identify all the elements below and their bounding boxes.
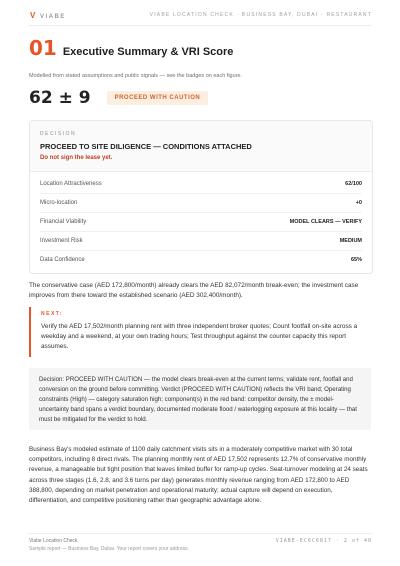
decision-label: DECISION [40, 131, 77, 137]
metric-row [40, 194, 362, 213]
vri-score: 62 ± 9 [29, 88, 91, 108]
decision-headline: PROCEED TO SITE DILIGENCE — CONDITIONS ATTACHED [40, 142, 252, 151]
decision-card [29, 120, 373, 274]
verdict-badge: PROCEED WITH CAUTION [107, 91, 209, 105]
metric-value: 65% [350, 257, 362, 263]
decision-callout [29, 368, 371, 430]
section-title: Executive Summary & VRI Score [62, 46, 234, 58]
metric-value: MEDIUM [339, 238, 362, 244]
brand-mark: V [30, 11, 37, 20]
header-divider [28, 25, 372, 26]
metric-label: Financial Viability [40, 219, 87, 225]
metric-value: MODEL CLEARS — VERIFY [289, 219, 362, 225]
market-paragraph: Business Bay's modeled estimate of 1100 daily catchment visits sits in a moderately competitive market with 30 total competitors, including 8 direct rivals. The planning monthly rent of AED 17,502 represents 12.7% of conservative monthly revenue, a manageable but tight position that leaves limited buffer for ramp-up cycles. Seat-turnover modeling at 24 seats across three stages (1.6, 2.8, and 3.6 turns per day) generates monthly revenue ranging from AED 172,800 to AED 388,800, depending on market penetration and operational maturity; actual capture will depend on execution, differentiation, and competitive positioning rather than geographic advantage alone. [29, 446, 368, 505]
header-context: VIABE LOCATION CHECK · BUSINESS BAY, DUBAI · RESTAURANT [149, 12, 372, 18]
decision-callout-text: Decision: PROCEED WITH CAUTION — the model clears break-even at the current terms; validate rent, footfall and conversion on the ground before committing. Verdict (PROCEED WITH CAUTION) reflects the VRI band; Operating constraints (High) — category saturation high; component(s) in the red band: competitor density, the ± model-uncertainty band spans a verdict boundary, documented moderate flood / waterlogging exposure at this locality — that must be mitigated for the verdict to hold. [39, 376, 357, 423]
brand-name: VIABE [40, 14, 66, 20]
metric-label: Location Attractiveness [40, 181, 102, 187]
metric-row [40, 251, 362, 269]
page-header [0, 0, 400, 30]
brand-logo [30, 11, 66, 20]
section-number: 01 [29, 36, 57, 60]
decision-warning: Do not sign the lease yet. [40, 155, 113, 161]
metric-label: Investment Risk [40, 238, 83, 244]
metric-label: Data Confidence [40, 257, 85, 263]
next-steps-text: Verify the AED 17,502/month planning rent with three independent broker quotes; Count footfall on-site across a weekday and a weekend, at your own trading hours; Test throughput against the counter capacity this report assumes. [41, 323, 358, 350]
metric-label: Micro-location [40, 200, 78, 206]
footer-title: Viabe Location Check [29, 538, 78, 544]
metric-row [40, 213, 362, 232]
metric-row [40, 175, 362, 194]
metric-row [40, 232, 362, 251]
decision-header [30, 121, 372, 172]
footer-note: Sample report — Business Bay, Dubai. Your report covers your address. [29, 546, 189, 552]
metric-value: 62/100 [345, 181, 362, 187]
score-row [29, 88, 208, 108]
next-steps-block [29, 307, 373, 357]
next-steps-label: NEXT: [41, 311, 63, 317]
section-intro: Modelled from stated assumptions and public signals — see the badges on each figure. [29, 73, 243, 79]
metric-value: +0 [355, 200, 362, 206]
footer-page-ref: VIABE-EC6C6817 · 2 of 40 [275, 538, 372, 544]
section-heading [29, 36, 233, 60]
break-even-paragraph: The conservative case (AED 172,800/month) already clears the AED 82,072/month break-even; the investment case improves from there toward the established scenario (AED 302,400/month). [29, 282, 359, 299]
footer-divider [28, 533, 372, 534]
